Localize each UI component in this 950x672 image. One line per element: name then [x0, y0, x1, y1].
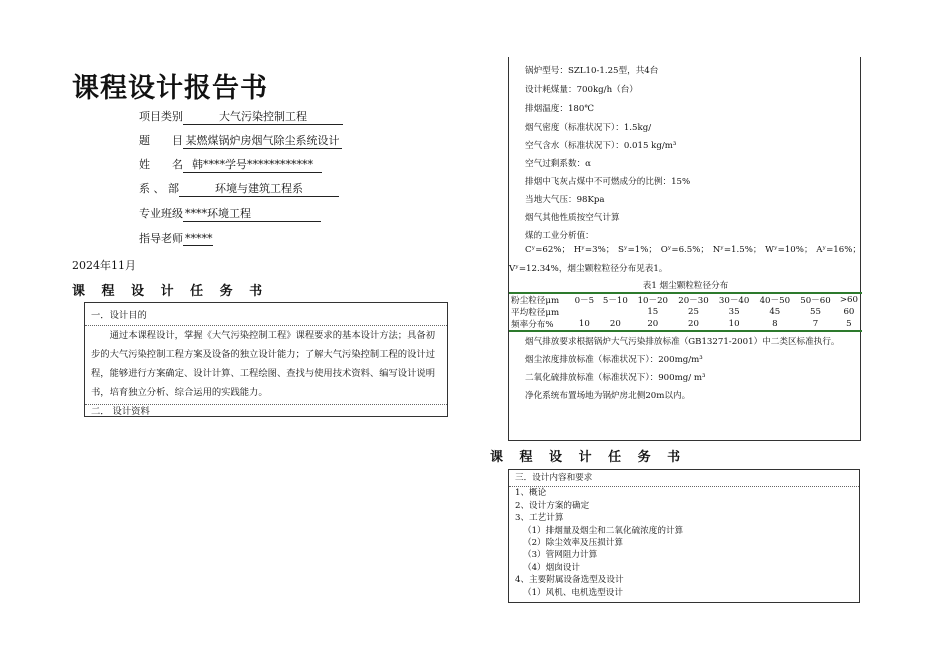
table-caption: 表1 烟尘颗粒粒径分布: [642, 281, 729, 291]
info-value: 某燃煤锅炉房烟气除尘系统设计: [183, 132, 342, 149]
table-cell: [570, 306, 598, 318]
table-cell: 10: [714, 318, 755, 331]
data-line: 煤的工业分析值：: [525, 231, 594, 241]
table-cell: 20－30: [673, 293, 714, 306]
table-cell: 30－40: [714, 293, 755, 306]
data-line: 空气含水（标准状况下）：0.015 kg/m³: [525, 141, 677, 151]
list-item: （4）烟囱设计: [523, 562, 581, 573]
list-item: 3、工艺计算: [515, 513, 564, 524]
info-label: 项目类别: [139, 110, 183, 123]
table-cell: 50－60: [795, 293, 836, 306]
section-heading: 一．设计目的: [85, 303, 447, 326]
table-cell: 5－10: [598, 293, 632, 306]
table-cell: 25: [688, 307, 699, 317]
row-header: 频率分布%: [509, 318, 570, 331]
table-cell: >60: [836, 293, 862, 306]
data-line: 烟气其他性质按空气计算: [525, 213, 620, 223]
task-book-heading: 课 程 设 计 任 务 书: [490, 450, 687, 465]
design-data-box: [508, 57, 861, 441]
fuel-value: Hʸ=3%；: [573, 245, 615, 255]
data-line: 二氧化硫排放标准（标准状况下）：900mg/ m³: [525, 373, 706, 383]
data-line: 烟气排放要求根据锅炉大气污染排放标准（GB13271-2001）中二类区标准执行。: [525, 337, 840, 347]
list-item: （2）除尘效率及压损计算: [523, 538, 623, 549]
table-cell: 20: [632, 318, 673, 331]
list-item: 1、概论: [515, 488, 547, 499]
table-row: [509, 293, 862, 306]
info-row-class: [139, 205, 321, 222]
report-date: 2024年11月: [72, 259, 136, 272]
coal-analysis-values: [525, 243, 861, 255]
row-header: 平均粒径μm: [511, 308, 560, 318]
fuel-value: Aʸ=16%；: [816, 245, 861, 255]
report-title: 课程设计报告书: [72, 73, 268, 104]
table-cell: 5: [836, 318, 862, 331]
table-cell: 45: [769, 307, 781, 317]
table-cell: 8: [754, 318, 795, 331]
info-row-department: [139, 180, 339, 197]
list-item: （1）排烟量及烟尘和二氧化硫浓度的计算: [523, 525, 684, 536]
section-heading: 三．设计内容和要求: [509, 470, 859, 487]
table-cell: 0－5: [570, 293, 598, 306]
info-row-topic: [139, 132, 342, 149]
list-item: 4、主要附属设备选型及设计: [515, 575, 624, 586]
info-value: 韩****学号************: [183, 156, 322, 173]
fuel-value: Wʸ=10%；: [765, 245, 813, 255]
list-item: （3）管网阻力计算: [523, 550, 598, 561]
design-purpose-box: [84, 302, 448, 417]
list-item: 2、设计方案的确定: [515, 500, 590, 511]
list-item: （1）风机、电机选型设计: [523, 587, 623, 598]
table-cell: 15: [647, 307, 659, 317]
info-row-category: [139, 108, 343, 125]
info-label: 系 、 部: [139, 182, 179, 195]
info-label: 题 目: [139, 134, 183, 147]
data-line: 空气过剩系数：α: [525, 159, 591, 169]
info-value: 大气污染控制工程: [183, 108, 343, 125]
design-requirements-box: [508, 469, 860, 603]
fuel-value: Sʸ=1%；: [618, 245, 657, 255]
fuel-value: Nʸ=1.5%；: [712, 245, 762, 255]
section-heading: 二． 设计资料: [85, 404, 447, 419]
data-line: 净化系统布置场地为锅炉房北侧20m以内。: [525, 391, 691, 401]
table-cell: 35: [728, 307, 740, 317]
table-cell: 10－20: [632, 293, 673, 306]
data-line: 锅炉型号：SZL10-1.25型，共4台: [525, 66, 659, 76]
purpose-paragraph: 通过本课程设计，掌握《大气污染控制工程》课程要求的基本设计方法；具备初步的大气污染控制工程方案及设备的独立设计能力；了解大气污染控制工程的设计过程，能够进行方案确定、设计计算、工程绘图、查找与使用技术资料、编写设计说明书，培育独立分析、综合运用的实践能力。: [91, 330, 435, 398]
data-line: Vʸ=12.34%，烟尘颗粒粒径分布见表1。: [509, 264, 668, 274]
particle-size-table: [509, 292, 862, 332]
row-header: 粉尘粒径μm: [509, 293, 570, 306]
table-cell: 10: [570, 318, 598, 331]
task-book-heading: 课 程 设 计 任 务 书: [72, 284, 269, 299]
table-cell: 60: [843, 307, 855, 317]
table-cell: 20: [598, 318, 632, 331]
info-value: 环境与建筑工程系: [179, 180, 339, 197]
table-row: [509, 318, 862, 331]
table-cell: 55: [810, 307, 821, 317]
info-value: *****: [185, 232, 213, 245]
data-line: 设计耗煤量：700kg/h（台）: [525, 85, 638, 95]
data-line: 烟尘浓度排放标准（标准状况下）：200mg/m³: [525, 355, 703, 365]
table-cell: 40－50: [754, 293, 795, 306]
info-row-advisor: [139, 230, 213, 246]
table-cell: 20: [673, 318, 714, 331]
info-label: 姓 名: [139, 158, 183, 171]
table-row: [509, 306, 862, 318]
table-cell: [598, 306, 632, 318]
data-line: 排烟温度：180℃: [525, 104, 594, 114]
fuel-value: Oʸ=6.5%；: [660, 245, 709, 255]
fuel-value: Cʸ=62%；: [525, 245, 571, 255]
data-line: 烟气密度（标准状况下）：1.5kg/: [525, 123, 652, 133]
data-line: 排烟中飞灰占煤中不可燃成分的比例：15%: [525, 177, 691, 187]
table-cell: 7: [795, 318, 836, 331]
info-label: 指导老师: [139, 232, 183, 245]
info-row-name: [139, 156, 322, 173]
info-label: 专业班级: [139, 207, 183, 220]
info-value: ****环境工程: [183, 205, 321, 222]
data-line: 当地大气压：98Kpa: [525, 195, 605, 205]
